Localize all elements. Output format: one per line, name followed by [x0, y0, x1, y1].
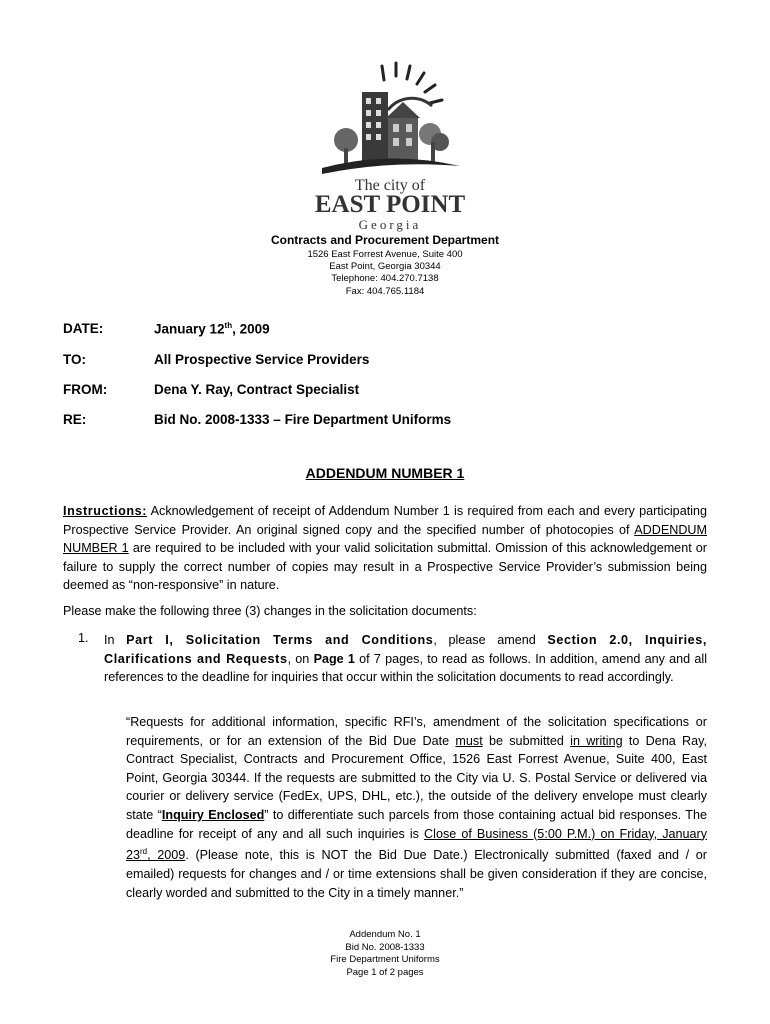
item-1-t4: of 7 pages, to read as follows. In addition, amend any and all references to the deadline for inquiries that occur within the solicitation documents to read accordingly.	[104, 651, 707, 685]
quote-inquiry-enclosed: Inquiry Enclosed	[161, 807, 265, 822]
item-1-part: Part I, Solicitation Terms and Conditions	[126, 633, 434, 647]
logo-text-line2: EAST POINT	[314, 191, 466, 218]
from-value: Dena Y. Ray, Contract Specialist	[154, 382, 360, 397]
re-value: Bid No. 2008-1333 – Fire Department Uniforms	[154, 412, 452, 427]
item-1-t2: , please amend	[433, 633, 548, 647]
footer-line3: Fire Department Uniforms	[330, 954, 440, 966]
item-1-text	[104, 631, 707, 687]
quote-must: must	[455, 733, 483, 748]
from-label: FROM:	[63, 382, 108, 397]
to-value: All Prospective Service Providers	[154, 352, 370, 367]
quote-deadline-year: , 2009	[147, 848, 186, 863]
item-1-t1: In	[104, 633, 127, 647]
logo-text-line3: Georgia	[358, 217, 422, 232]
item-1-number: 1.	[78, 631, 89, 645]
item-1-section: Section 2.0, Inquiries, Clarifications and Requests	[104, 633, 707, 666]
item-1-page: Page 1	[313, 651, 355, 666]
footer-line2: Bid No. 2008-1333	[345, 941, 425, 953]
city-logo	[300, 58, 480, 233]
date-value-main: January 12	[154, 321, 225, 337]
quote-deadline-sup: rd	[140, 847, 148, 857]
department-name: Contracts and Procurement Department	[270, 233, 500, 247]
instructions-underlined: ADDENDUM NUMBER 1	[63, 522, 707, 556]
addendum-title: ADDENDUM NUMBER 1	[305, 465, 465, 481]
department-address	[0, 249, 770, 298]
item-1-t3: , on	[287, 651, 314, 666]
logo-text-line1: The city of	[354, 177, 426, 194]
to-label: TO:	[63, 352, 86, 367]
address-line2: East Point, Georgia 30344	[329, 261, 441, 273]
date-value-sup: th	[224, 321, 233, 330]
footer-line1: Addendum No. 1	[349, 929, 421, 940]
amended-section-quote	[126, 713, 707, 902]
changes-intro: Please make the following three (3) changes in the solicitation documents:	[63, 604, 477, 618]
address-line1: 1526 East Forrest Avenue, Suite 400	[307, 249, 463, 260]
fax: Fax: 404.765.1184	[345, 285, 425, 297]
quote-q1: “Requests for additional information, specific RFI’s, amendment of the solicitation specifications or requirements, or for an extension of the Bid Due Date	[126, 715, 707, 748]
quote-q3: to Dena Ray, Contract Specialist, Contracts and Procurement Office, 1526 East Forrest Avenue, Suite 400, East Point, Georgia 30344. If the requests are submitted to the City via U. S. Postal Service or delivered via courier or delivery service (FedEx, UPS, DHL, etc.), the outside of the delivery envelope must clearly state “	[126, 733, 707, 822]
instructions-text-2: are required to be included with your valid solicitation submittal. Omission of this acknowledgement or failure to supply the correct number of copies may result in a Prospective Service Provider’s submission being deemed as “non-responsive” in nature.	[63, 541, 708, 593]
quote-q2: be submitted	[482, 733, 571, 748]
instructions-label: Instructions:	[63, 504, 148, 518]
quote-q5: . (Please note, this is NOT the Bid Due Date.) Electronically submitted (faxed and / or emailed) requests for changes and / or time extensions shall be given consideration if they are concise, clearly worded and submitted to the City in a timely manner.”	[126, 848, 707, 900]
footer-line4: Page 1 of 2 pages	[346, 966, 424, 978]
page-footer	[0, 929, 770, 979]
date-value	[154, 321, 270, 337]
instructions-text-1: Acknowledgement of receipt of Addendum Number 1 is required from each and every participating Prospective Service Provider. An original signed copy and the specified number of photocopies of	[63, 504, 707, 537]
date-value-year: , 2009	[232, 321, 270, 337]
quote-in-writing: in writing	[570, 733, 623, 748]
date-label: DATE:	[63, 321, 104, 336]
city-logo-graphic	[300, 58, 480, 233]
telephone: Telephone: 404.270.7138	[331, 273, 439, 285]
quote-deadline-main: Close of Business (5:00 P.M.) on Friday, January 23	[126, 826, 708, 863]
quote-q4: ” to differentiate such parcels from those containing actual bid responses. The deadline for receipt of any and all such inquiries is	[126, 807, 707, 841]
instructions-paragraph	[63, 502, 707, 595]
re-label: RE:	[63, 412, 87, 427]
